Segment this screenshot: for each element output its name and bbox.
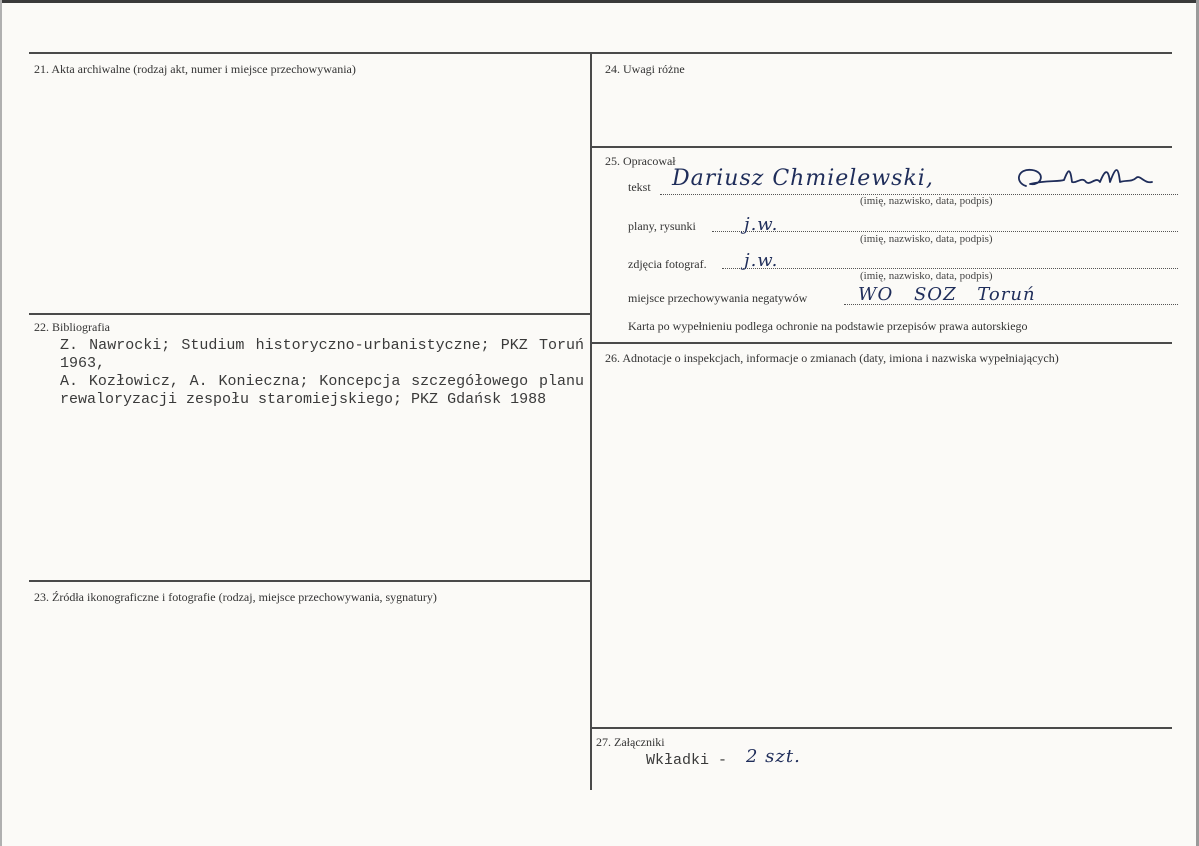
left-edge (0, 0, 2, 846)
signature-mark (1012, 160, 1162, 196)
zdjecia-label: zdjęcia fotograf. (628, 257, 707, 271)
rule-22-top (29, 313, 592, 315)
section-27-label: 27. Załączniki (596, 735, 665, 749)
plany-line (712, 231, 1178, 232)
rule-27-top (592, 727, 1172, 729)
rule-26-top (592, 342, 1172, 344)
rule-top (29, 52, 1172, 54)
top-edge (0, 0, 1199, 3)
copyright-note: Karta po wypełnieniu podlega ochronie na podstawie przepisów prawa autorskiego (628, 319, 1028, 333)
negatywy-label: miejsce przechowywania negatywów (628, 291, 808, 305)
plany-hint: (imię, nazwisko, data, podpis) (860, 233, 993, 245)
bibliography-entry-2: A. Kozłowicz, A. Konieczna; Koncepcja szczegółowego planu rewaloryzacji zespołu staromiejskiego; PKZ Gdańsk 1988 (60, 373, 584, 408)
tekst-value: Dariusz Chmielewski, (672, 166, 934, 191)
negatywy-value: WO SOZ Toruń (858, 284, 1036, 305)
tekst-hint: (imię, nazwisko, data, podpis) (860, 195, 993, 207)
section-24-label: 24. Uwagi różne (605, 62, 685, 76)
plany-value: j.w. (744, 214, 779, 235)
rule-25-top (592, 146, 1172, 148)
tekst-label: tekst (628, 180, 651, 194)
section-22-label: 22. Bibliografia (34, 320, 110, 334)
zdjecia-line (722, 268, 1178, 269)
section-21-label: 21. Akta archiwalne (rodzaj akt, numer i miejsce przechowywania) (34, 62, 356, 76)
section-25-label: 25. Opracował (605, 154, 676, 168)
section-23-label: 23. Źródła ikonograficzne i fotografie (rodzaj, miejsce przechowywania, sygnatury) (34, 590, 437, 604)
plany-label: plany, rysunki (628, 219, 696, 233)
attachments-handwritten: 2 szt. (746, 746, 801, 767)
attachments-typed: Wkładki - (646, 752, 728, 769)
rule-center (590, 52, 592, 790)
section-26-label: 26. Adnotacje o inspekcjach, informacje o zmianach (daty, imiona i nazwiska wypełniających) (605, 351, 1059, 365)
zdjecia-hint: (imię, nazwisko, data, podpis) (860, 270, 993, 282)
bibliography-entry-1: Z. Nawrocki; Studium historyczno-urbanistyczne; PKZ Toruń 1963, (60, 337, 584, 372)
zdjecia-value: j.w. (744, 250, 779, 271)
rule-23-top (29, 580, 592, 582)
